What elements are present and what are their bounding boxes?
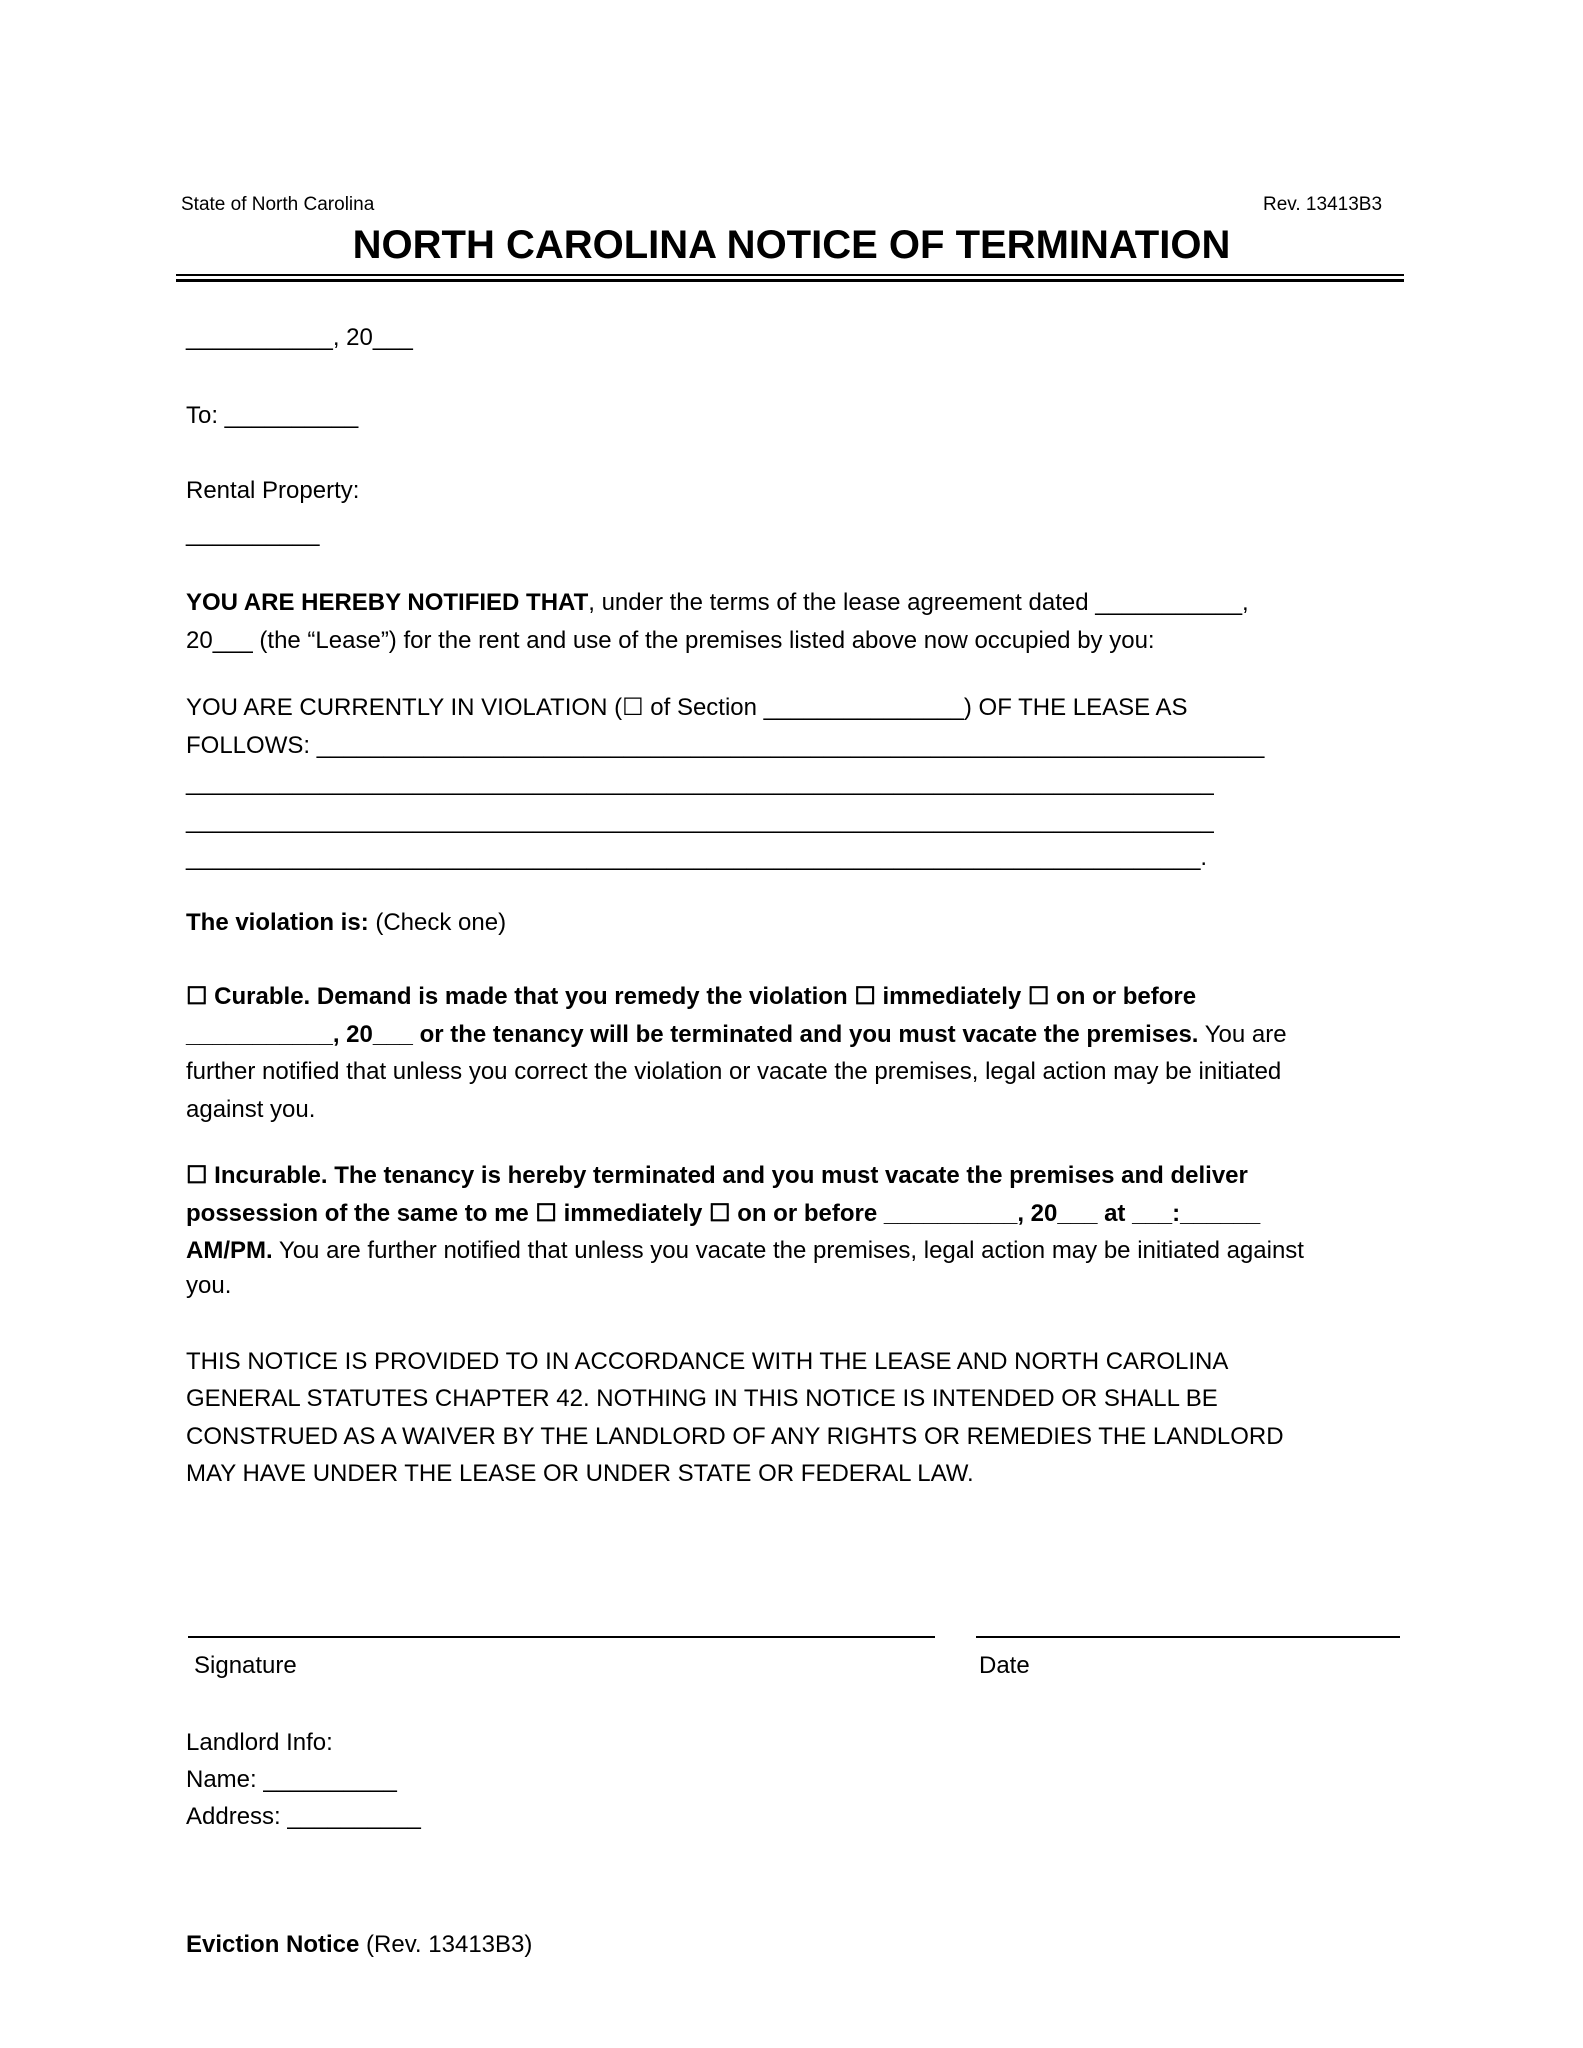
curable-line-2-bold: ___________, 20___ or the tenancy will be terminated and you must vacate the premises. xyxy=(186,1021,1199,1048)
violation-line-4: _____________________________________________________________________________ xyxy=(186,807,1214,834)
incurable-line-4: you. xyxy=(186,1272,232,1299)
curable-line-4: against you. xyxy=(186,1096,316,1123)
violation-line-1: YOU ARE CURRENTLY IN VIOLATION (☐ of Section _______________) OF THE LEASE AS xyxy=(186,694,1188,721)
incurable-line-3-rest: You are further notified that unless you vacate the premises, legal action may be initiated against xyxy=(272,1237,1304,1264)
signature-label: Signature xyxy=(194,1652,297,1679)
notice-bold-lead: YOU ARE HEREBY NOTIFIED THAT xyxy=(186,589,589,616)
title-rule-top xyxy=(176,274,1404,276)
disclaimer-line-1: THIS NOTICE IS PROVIDED TO IN ACCORDANCE WITH THE LEASE AND NORTH CAROLINA xyxy=(186,1348,1229,1375)
disclaimer-line-3: CONSTRUED AS A WAIVER BY THE LANDLORD OF ANY RIGHTS OR REMEDIES THE LANDLORD xyxy=(186,1423,1284,1450)
incurable-line-3 xyxy=(186,1232,1304,1269)
date-line: ___________, 20___ xyxy=(186,324,413,351)
revision-label: Rev. 13413B3 xyxy=(1263,194,1383,215)
incurable-line-2: possession of the same to me ☐ immediately ☐ on or before __________, 20___ at ___:______ xyxy=(186,1200,1261,1227)
landlord-info-heading: Landlord Info: xyxy=(186,1729,333,1756)
curable-line-3: further notified that unless you correct the violation or vacate the premises, legal action may be initiated xyxy=(186,1058,1282,1085)
signature-line[interactable] xyxy=(188,1636,935,1638)
violation-line-3: _____________________________________________________________________________ xyxy=(186,769,1214,796)
date-signature-line[interactable] xyxy=(976,1636,1400,1638)
rental-property-label: Rental Property: xyxy=(186,477,360,504)
violation-type-line xyxy=(186,904,506,941)
disclaimer-line-2: GENERAL STATUTES CHAPTER 42. NOTHING IN THIS NOTICE IS INTENDED OR SHALL BE xyxy=(186,1385,1218,1412)
to-line: To: __________ xyxy=(186,402,359,429)
curable-line-2-rest: You are xyxy=(1198,1021,1287,1048)
footer xyxy=(186,1926,532,1963)
notice-line-2: 20___ (the “Lease”) for the rent and use of the premises listed above now occupied by you: xyxy=(186,627,1155,654)
violation-type-label: The violation is: xyxy=(186,909,369,936)
notice-line-1-rest: , under the terms of the lease agreement dated ___________, xyxy=(588,589,1249,616)
rental-property-blank: __________ xyxy=(186,520,320,547)
title-rule-bottom xyxy=(176,279,1404,282)
footer-rest: (Rev. 13413B3) xyxy=(359,1931,533,1958)
violation-line-5: ____________________________________________________________________________. xyxy=(186,844,1208,871)
landlord-address-line: Address: __________ xyxy=(186,1803,421,1830)
state-label: State of North Carolina xyxy=(181,194,375,215)
page-title: NORTH CAROLINA NOTICE OF TERMINATION xyxy=(352,223,1231,267)
curable-line-1: ☐ Curable. Demand is made that you remedy the violation ☐ immediately ☐ on or before xyxy=(186,983,1197,1010)
footer-bold: Eviction Notice xyxy=(186,1931,360,1958)
curable-line-2 xyxy=(186,1016,1287,1053)
disclaimer-line-4: MAY HAVE UNDER THE LEASE OR UNDER STATE OR FEDERAL LAW. xyxy=(186,1460,974,1487)
notice-line-1 xyxy=(186,584,1249,621)
incurable-line-1: ☐ Incurable. The tenancy is hereby terminated and you must vacate the premises and deliver xyxy=(186,1162,1248,1189)
date-label: Date xyxy=(979,1652,1030,1679)
landlord-name-line: Name: __________ xyxy=(186,1766,397,1793)
violation-type-hint: (Check one) xyxy=(368,909,507,936)
violation-line-2: FOLLOWS: _______________________________________________________________________ xyxy=(186,732,1265,759)
incurable-line-3-bold: AM/PM. xyxy=(186,1237,273,1264)
